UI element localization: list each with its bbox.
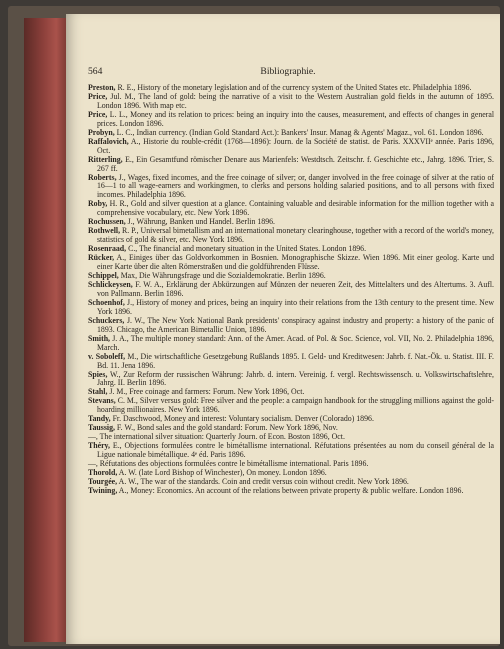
entry-author: Tourgée, [88,476,118,486]
bibliography-entry [88,397,494,415]
bibliography-list [88,84,494,496]
page-edges [24,18,70,642]
entry-citation: E., Objections formulées contre le bimétallisme international. Réfutations présentées au nom du conseil général de la Ligue nationale bimétallique. 4ᵉ éd. Paris 1896. [97,441,494,460]
bibliography-entry [88,281,494,299]
bibliography-entry [88,254,494,272]
entry-author: Taussig, [88,423,115,433]
page-header [88,66,488,80]
entry-author: v. Soboleff, [88,351,126,361]
entry-author: Tandy, [88,414,111,424]
bibliography-entry [88,93,494,111]
entry-author: Price, [88,109,108,119]
entry-citation: Fr. Daschwood, Money and interest: Voluntary socialism. Denver (Colorado) 1896. [110,414,374,424]
entry-citation: F. W., Bond sales and the gold standard: Forum. New York 1896, Nov. [114,423,338,433]
bibliography-entry [88,174,494,201]
entry-citation: J., Währung, Banken und Handel. Berlin 1896. [125,217,275,227]
entry-author: Schuckers, [88,315,125,325]
entry-citation: —, The international silver situation: Quarterly Journ. of Econ. Boston 1896, Oct. [88,432,345,442]
entry-citation: A., Money: Economics. An account of the relations between private property & public welfare. London 1896. [117,485,464,495]
entry-author: Théry, [88,441,111,451]
entry-author: Schlickeysen, [88,279,133,289]
bibliography-entry [88,487,494,496]
bibliography-entry [88,335,494,353]
entry-citation: R. P., Universal bimetallism and an international monetary clearinghouse, together with a record of the world's money, statistics of gold & silver, etc. New York 1896. [97,226,494,245]
entry-citation: C. M., Silver versus gold: Free silver and the people: a campaign handbook for the struggling millions against the gold-hoarding millionaires. New York 1896. [97,396,494,415]
entry-citation: A., Einiges über das Goldvorkommen in Bosnien. Monographische Skizze. Wien 1896. Mit einer geolog. Karte und einer Karte über die alten Römerstraßen und die goldführenden Flüsse. [97,253,494,272]
entry-citation: F. W. A., Erklärung der Abkürzungen auf Münzen der neueren Zeit, des Mittelalters und des Altertums. 3. Aufl. von Pallmann. Berlin 1896. [97,279,494,298]
bibliography-entry [88,317,494,335]
entry-author: Roberts, [88,172,117,182]
entry-author: Roby, [88,199,108,209]
entry-citation: H. R., Gold and silver question at a glance. Containing valuable and desirable information for the million together with a comprehensive vocabulary, etc. New York 1896. [97,199,494,218]
entry-citation: J., Wages, fixed incomes, and the free coinage of silver; or, danger involved in the free coinage of silver at the ratio of 16—1 to all wage-earners and workingmen, to clerks and persons holding salaried positions, and to all persons with fixed incomes. Philadelphia 1896. [97,172,494,200]
entry-author: Stevans, [88,396,116,406]
bibliography-entry [88,299,494,317]
entry-author: Rosenraad, [88,244,127,254]
entry-citation: R. E., History of the monetary legislation and of the currency system of the United States etc. Philadelphia 1896. [115,83,472,92]
entry-citation: A. W., The war of the standards. Coin and credit versus coin without credit. New York 1896. [117,476,409,486]
entry-citation: —, Réfutations des objections formulées contre le bimétallisme international. Paris 1896. [88,459,369,469]
entry-author: Spies, [88,369,108,379]
bibliography-entry [88,138,494,156]
entry-citation: A. W. (late Lord Bishop of Winchester), On money. London 1896. [117,467,327,477]
entry-author: Rothwell, [88,226,121,236]
entry-author: Twining, [88,485,118,495]
page-number: 564 [88,66,103,77]
entry-citation: J., History of money and prices, being an inquiry into their relations from the 13th century to the present time. New York 1896. [97,297,494,316]
entry-author: Probyn, [88,127,115,137]
entry-citation: C., The financial and monetary situation in the United States. London 1896. [126,244,367,254]
bibliography-entry [88,227,494,245]
entry-citation: W., Zur Reform der russischen Währung: Jahrb. d. intern. Vereinig. f. vergl. Rechtswissensch. u. Volkswirtschaftslehre, Jahrg. II. Berlin 1896. [97,369,494,388]
bibliography-entry [88,156,494,174]
entry-author: Raffalovich, [88,136,129,146]
bibliography-entry [88,200,494,218]
entry-citation: M., Die wirtschaftliche Gesetzgebung Rußlands 1895. I. Geld- und Kreditwesen: Jahrb. f. Nat.-Ök. u. Statist. III. F. Bd. 11. Jena 1896. [97,351,494,370]
entry-author: Preston, [88,83,116,92]
entry-citation: J. M., Free coinage and farmers: Forum. New York 1896, Oct. [107,387,305,397]
entry-author: Stahl, [88,387,108,397]
entry-author: Thorold, [88,467,118,477]
entry-author: Schoenhof, [88,297,125,307]
entry-author: Rochussen, [88,217,126,227]
entry-author: Rücker, [88,253,115,263]
bibliography-entry [88,442,494,460]
entry-citation: L. L., Money and its relation to prices: being an inquiry into the causes, measurement, and effects of changes in general prices. London 1896. [97,109,494,128]
entry-author: Smith, [88,333,111,343]
entry-author: Price, [88,91,108,101]
entry-citation: E., Ein Gesamtfund römischer Denare aus Marienfels: Westdtsch. Zeitschr. f. Geschichte etc., Jahrg. 1896. Trier, S. 267 ff. [97,154,494,173]
bibliography-entry [88,371,494,389]
entry-citation: Max, Die Währungsfrage und die Sozialdemokratie. Berlin 1896. [118,271,326,281]
bibliography-entry [88,353,494,371]
bibliography-entry [88,111,494,129]
entry-author: Ritterling, [88,154,123,164]
entry-citation: J. A., The multiple money standard: Ann. of the Amer. Acad. of Pol. & Soc. Science, vol. VII, No. 2. Philadelphia 1896, March. [97,333,494,352]
entry-citation: A., Historie du rouble-crédit (1768—1896): Journ. de la Société de statist. de Paris. XXXVIIᵉ année. Paris 1896, Oct. [97,136,494,155]
entry-citation: Jul. M., The land of gold: being the narrative of a visit to the Western Australian gold fields in the autumn of 1895. London 1896. With map etc. [97,91,494,110]
entry-author: Schippel, [88,271,119,281]
entry-citation: L. C., Indian currency. (Indian Gold Standard Act.): Bankers' Insur. Manag & Agents' Magaz., vol. 61. London 1896. [114,127,484,137]
entry-citation: J. W., The New York National Bank presidents' conspiracy against industry and property: a history of the panic of 1893. Chicago, the American Bimetallic Union, 1896. [97,315,494,334]
running-title: Bibliographie. [260,66,316,77]
